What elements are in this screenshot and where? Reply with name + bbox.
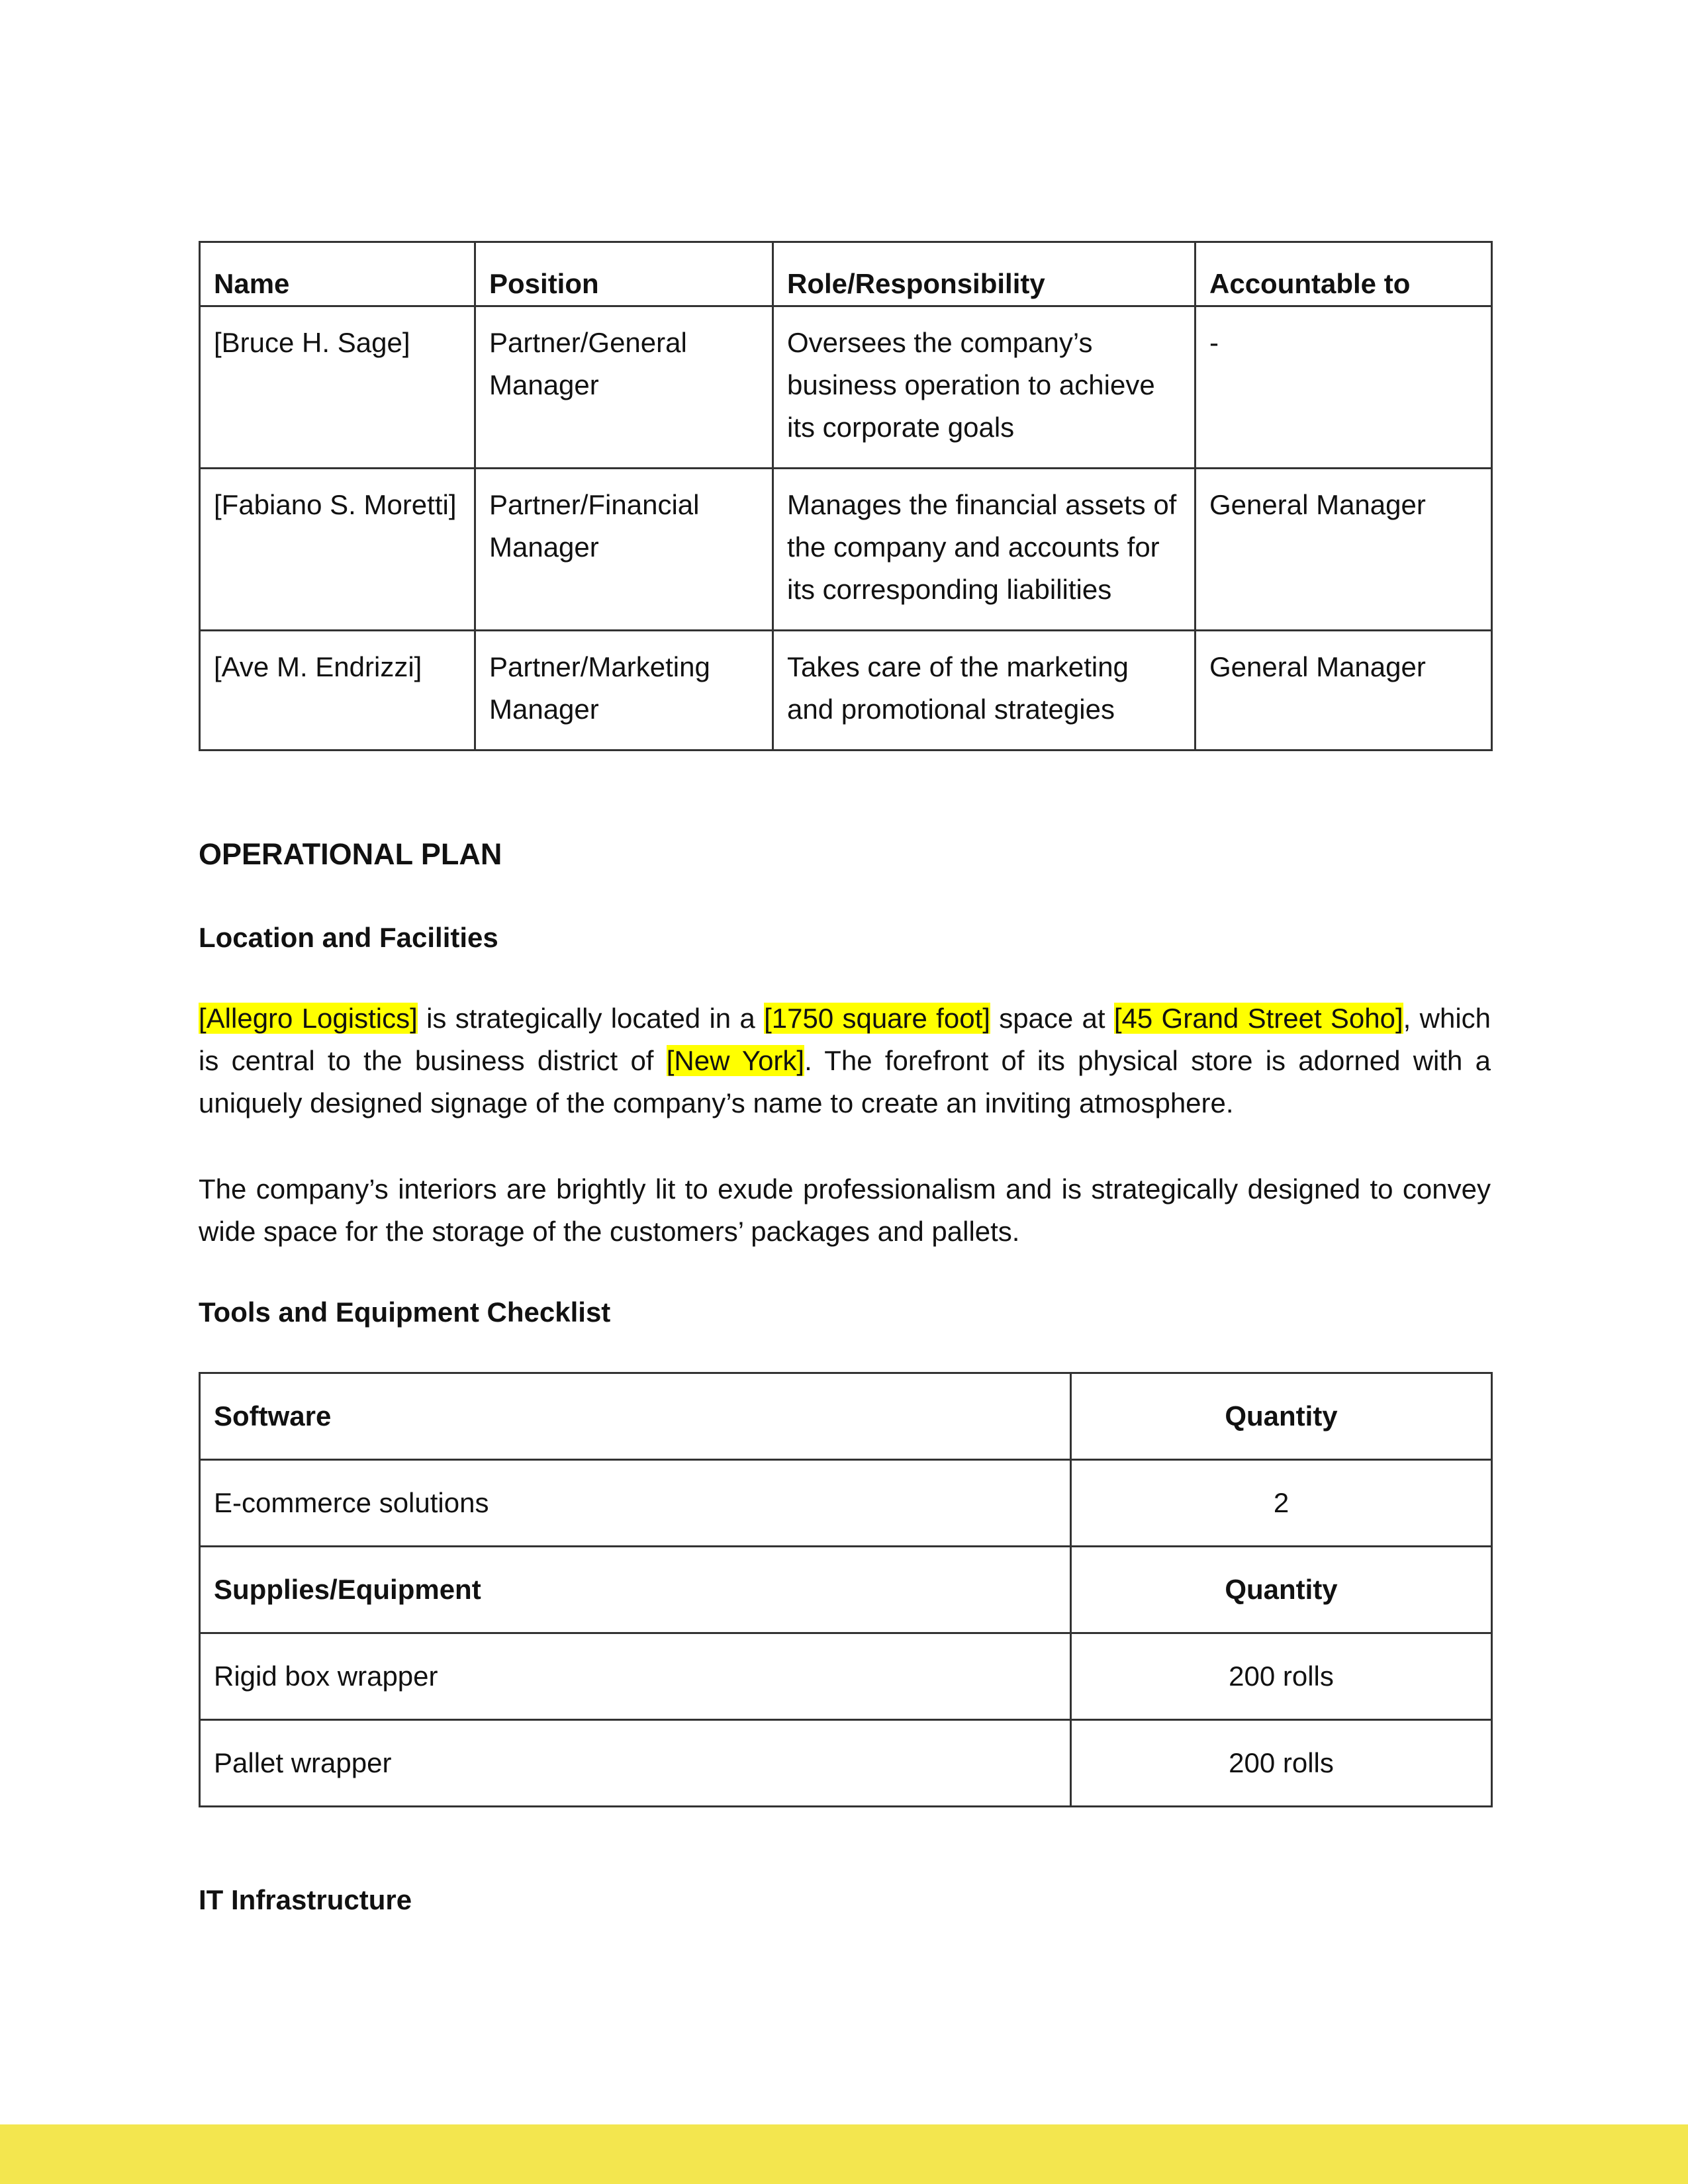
city-highlight: [New York] [666, 1045, 805, 1076]
item-cell: Rigid box wrapper [200, 1633, 1071, 1720]
location-paragraph: [Allegro Logistics] is strategically located in a [1750 square foot] space at [45 Grand Street Soho], which is central to the business district of [New York]. The forefront of its physical store is adorned with a uniquely designed signage of the company’s name to create an inviting atmosphere. [199, 1003, 1491, 1118]
cell-name: [Bruce H. Sage] [200, 306, 475, 469]
software-header: Software [200, 1373, 1071, 1460]
equipment-table [199, 1372, 1493, 1807]
table-row [200, 1460, 1492, 1547]
cell-name: [Fabiano S. Moretti] [200, 469, 475, 631]
table-row [200, 631, 1492, 751]
location-heading: Location and Facilities [199, 922, 498, 953]
header-role: Role/Responsibility [773, 242, 1196, 306]
cell-name: [Ave M. Endrizzi] [200, 631, 475, 751]
cell-position: Partner/Financial Manager [475, 469, 773, 631]
interiors-paragraph: The company’s interiors are brightly lit to exude professionalism and is strategically designed to convey wide space for the storage of the customers’ packages and pallets. [199, 1173, 1491, 1247]
supplies-header-row [200, 1547, 1492, 1633]
company-name-highlight: [Allegro Logistics] [199, 1003, 418, 1034]
it-heading: IT Infrastructure [199, 1884, 412, 1915]
tools-heading: Tools and Equipment Checklist [199, 1297, 611, 1328]
cell-accountable: General Manager [1196, 469, 1492, 631]
roles-table-header-row [200, 242, 1492, 306]
section-title: OPERATIONAL PLAN [199, 837, 502, 871]
cell-role: Oversees the company’s business operation to achieve its corporate goals [773, 306, 1196, 469]
cell-accountable: - [1196, 306, 1492, 469]
footer-color-bar [0, 2124, 1688, 2184]
cell-position: Partner/Marketing Manager [475, 631, 773, 751]
qty-cell: 200 rolls [1071, 1633, 1492, 1720]
item-cell: Pallet wrapper [200, 1720, 1071, 1807]
header-name: Name [200, 242, 475, 306]
table-row [200, 1720, 1492, 1807]
quantity-header: Quantity [1071, 1373, 1492, 1460]
address-highlight: [45 Grand Street Soho] [1113, 1003, 1403, 1034]
cell-role: Takes care of the marketing and promotional strategies [773, 631, 1196, 751]
cell-role: Manages the financial assets of the company and accounts for its corresponding liabilities [773, 469, 1196, 631]
space-size-highlight: [1750 square foot] [764, 1003, 990, 1034]
qty-cell: 2 [1071, 1460, 1492, 1547]
supplies-header: Supplies/Equipment [200, 1547, 1071, 1633]
header-accountable: Accountable to [1196, 242, 1492, 306]
table-row [200, 306, 1492, 469]
qty-cell: 200 rolls [1071, 1720, 1492, 1807]
header-position: Position [475, 242, 773, 306]
document-page [199, 241, 1491, 1916]
cell-position: Partner/General Manager [475, 306, 773, 469]
cell-accountable: General Manager [1196, 631, 1492, 751]
roles-table [199, 241, 1493, 751]
quantity-header: Quantity [1071, 1547, 1492, 1633]
table-row [200, 1633, 1492, 1720]
table-row [200, 469, 1492, 631]
software-header-row [200, 1373, 1492, 1460]
item-cell: E-commerce solutions [200, 1460, 1071, 1547]
